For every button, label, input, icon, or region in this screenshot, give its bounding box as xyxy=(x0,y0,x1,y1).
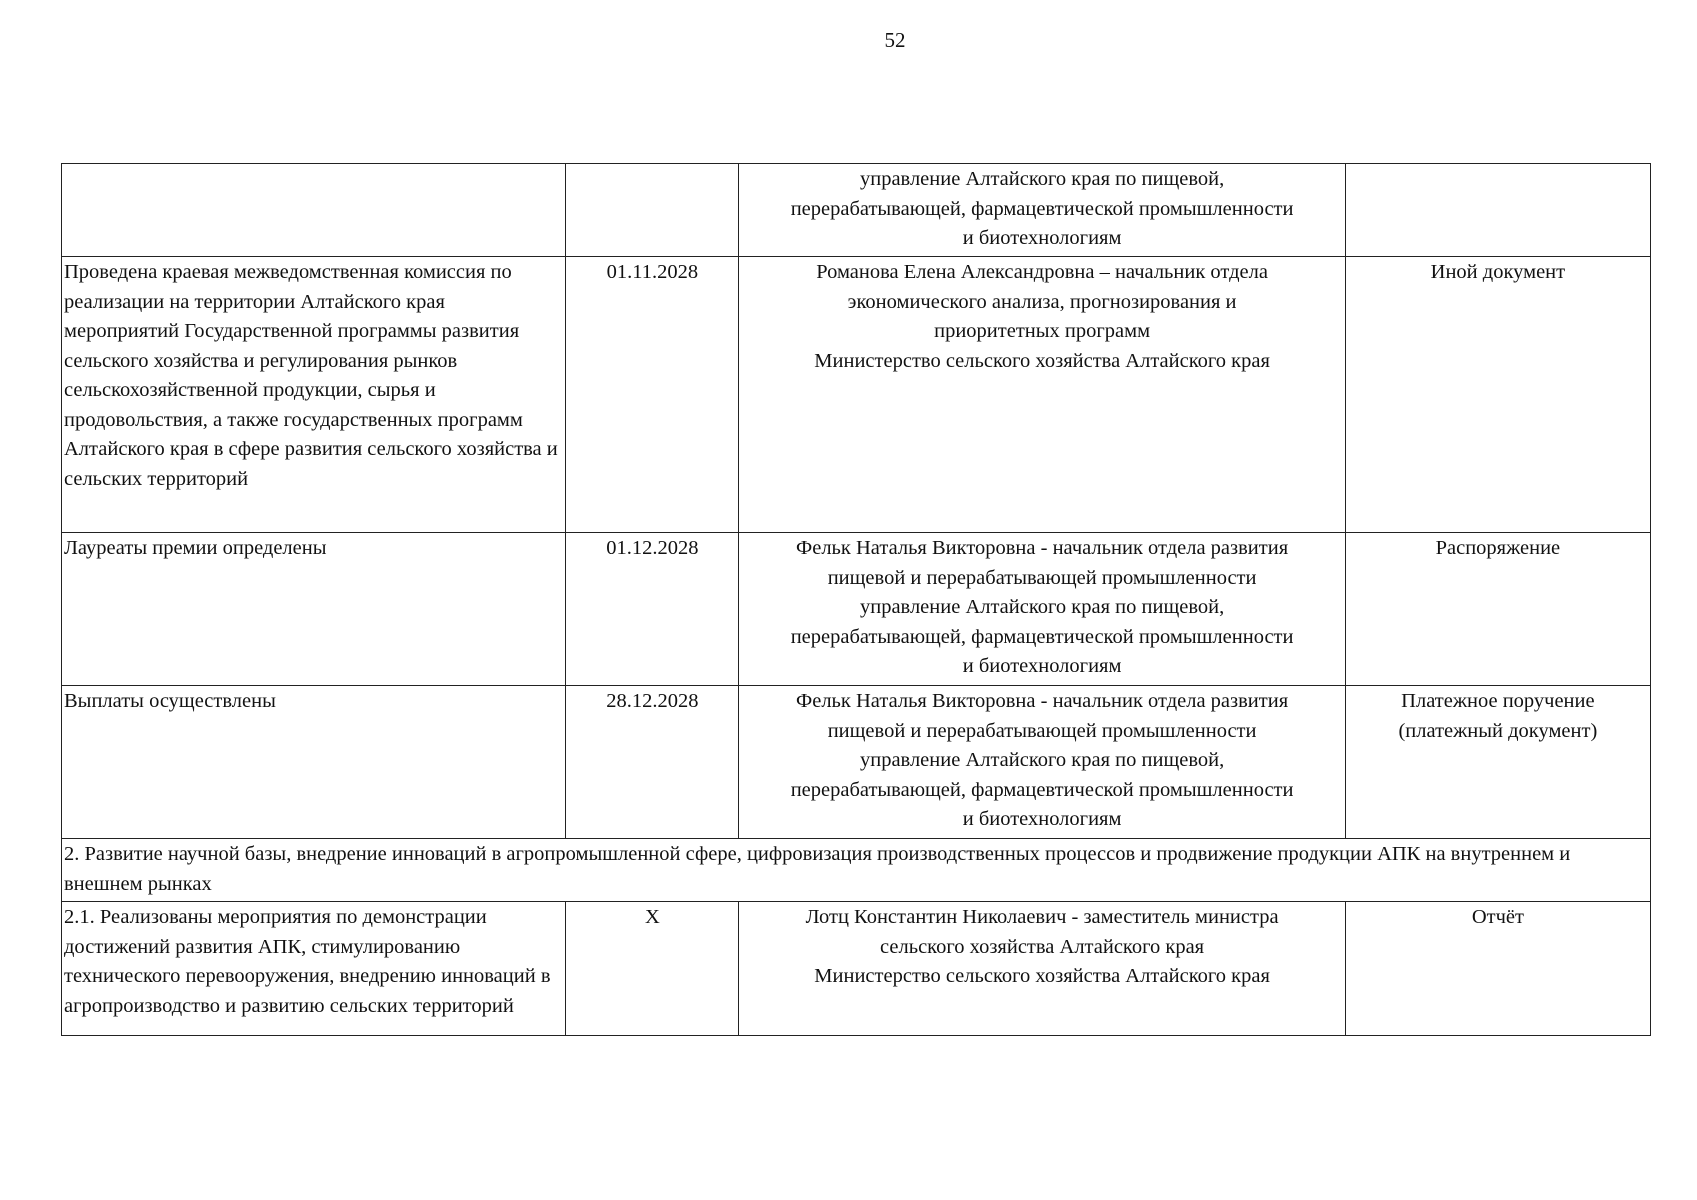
date-cell: 28.12.2028 xyxy=(566,686,739,839)
document-cell: Распоряжение xyxy=(1345,533,1650,686)
responsible-line: Фельк Наталья Викторовна - начальник отдела развития xyxy=(796,537,1289,559)
measures-table xyxy=(61,163,1651,1036)
responsible-line: пищевой и перерабатывающей промышленности xyxy=(827,719,1257,742)
section-title: 2. Развитие научной базы, внедрение инноваций в агропромышленной сфере, цифровизация производственных процессов и продвижение продукции АПК на внутреннем и внешнем рынках xyxy=(62,839,1651,902)
result-cell: Лауреаты премии определены xyxy=(62,533,566,686)
responsible-line: Министерство сельского хозяйства Алтайского края xyxy=(814,349,1270,372)
responsible-line: и биотехнологиям xyxy=(962,808,1122,830)
responsible-line: сельского хозяйства Алтайского края xyxy=(880,935,1205,958)
document-cell: Платежное поручение (платежный документ) xyxy=(1345,686,1650,839)
result-cell xyxy=(62,164,566,257)
responsible-line: и биотехнологиям xyxy=(962,655,1122,677)
table-row xyxy=(62,902,1651,1036)
result-cell: Проведена краевая межведомственная комиссия по реализации на территории Алтайского края мероприятий Государственной программы развития сельского хозяйства и регулирования рынков сельскохозяйственной продукции, сырья и продовольствия, а также государственных программ Алтайского края в сфере развития сельского хозяйства и сельских территорий xyxy=(62,257,566,533)
responsible-line: перерабатывающей, фармацевтической промышленности xyxy=(790,625,1294,648)
table-row xyxy=(62,686,1651,839)
responsible-line: управление Алтайского края по пищевой, xyxy=(859,749,1225,771)
responsible-line: Лотц Константин Николаевич - заместитель министра xyxy=(805,906,1279,928)
responsible-line: Министерство сельского хозяйства Алтайского края xyxy=(814,965,1270,987)
responsible-line: перерабатывающей, фармацевтической промышленности xyxy=(790,197,1294,220)
responsible-cell xyxy=(739,257,1345,533)
responsible-line: Фельк Наталья Викторовна - начальник отдела развития xyxy=(796,690,1289,712)
responsible-line: перерабатывающей, фармацевтической промышленности xyxy=(790,778,1294,801)
responsible-cell xyxy=(739,902,1345,1036)
responsible-cell xyxy=(739,533,1345,686)
document-cell xyxy=(1345,164,1650,257)
date-cell: 01.11.2028 xyxy=(566,257,739,533)
responsible-line: пищевой и перерабатывающей промышленности xyxy=(827,566,1257,589)
responsible-line: приоритетных программ xyxy=(934,320,1151,342)
date-cell xyxy=(566,164,739,257)
responsible-cell xyxy=(739,164,1345,257)
responsible-line: управление Алтайского края по пищевой, xyxy=(859,168,1225,190)
document-cell: Отчёт xyxy=(1345,902,1650,1036)
date-cell: Х xyxy=(566,902,739,1036)
responsible-line: экономического анализа, прогнозирования и xyxy=(847,290,1237,313)
table-row xyxy=(62,533,1651,686)
section-row xyxy=(62,839,1651,902)
page-number: 52 xyxy=(884,28,906,52)
table-row xyxy=(62,257,1651,533)
responsible-cell xyxy=(739,686,1345,839)
responsible-line: управление Алтайского края по пищевой, xyxy=(859,596,1225,618)
table-row xyxy=(62,164,1651,257)
responsible-line: и биотехнологиям xyxy=(962,227,1122,249)
result-cell: 2.1. Реализованы мероприятия по демонстрации достижений развития АПК, стимулированию технического перевооружения, внедрению инноваций в агропроизводство и развитию сельских территорий xyxy=(62,902,566,1036)
result-cell: Выплаты осуществлены xyxy=(62,686,566,839)
date-cell: 01.12.2028 xyxy=(566,533,739,686)
document-cell: Иной документ xyxy=(1345,257,1650,533)
responsible-line: Романова Елена Александровна – начальник отдела xyxy=(816,261,1268,283)
